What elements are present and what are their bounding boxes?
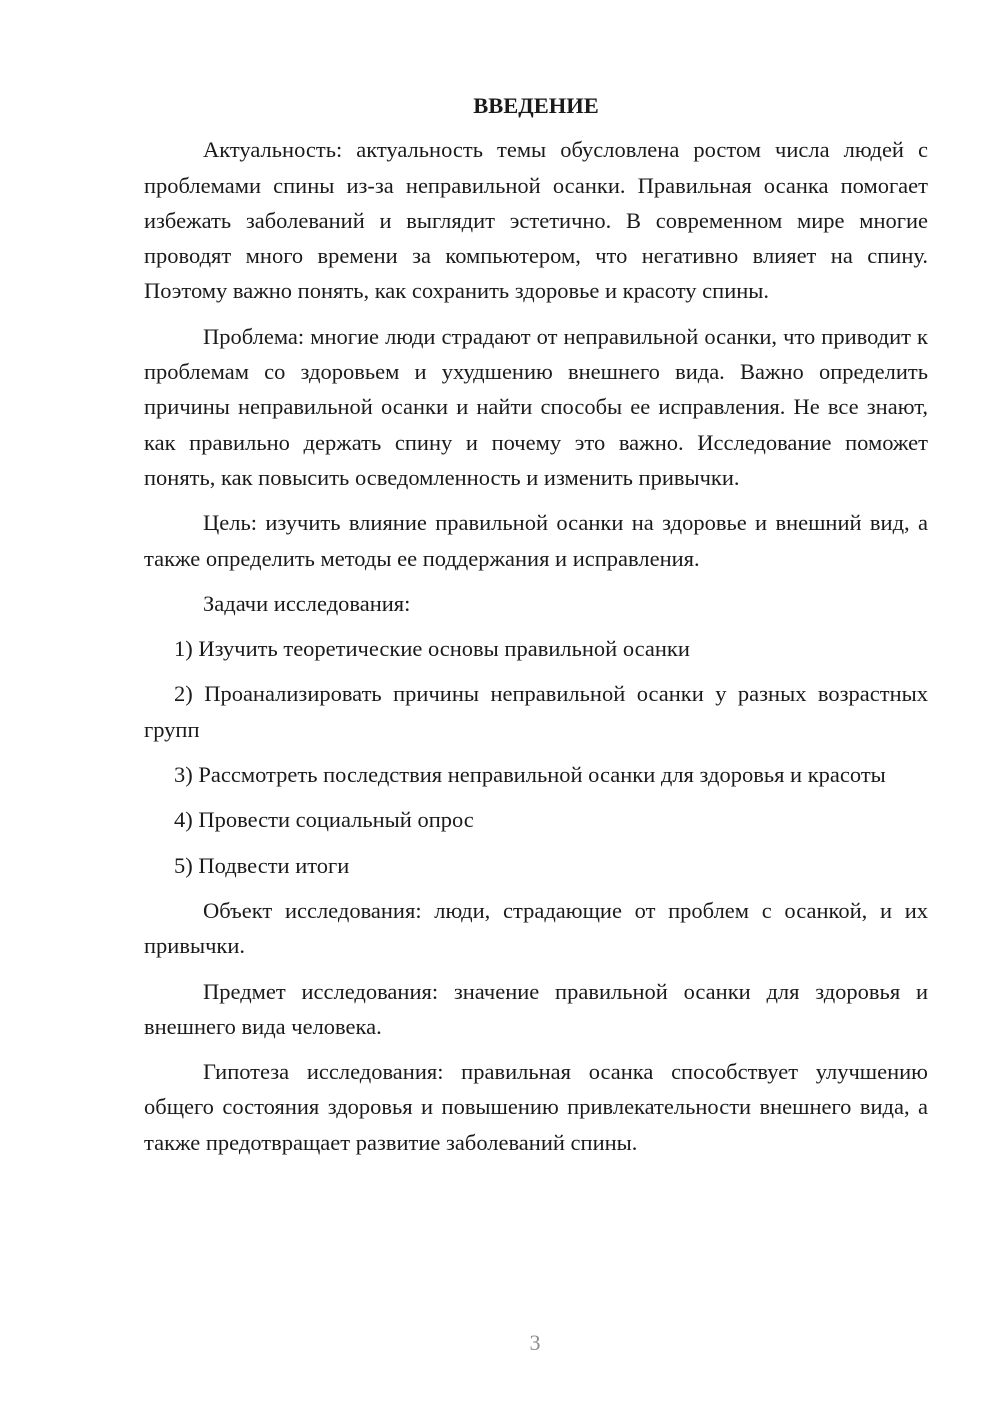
task-item: 3) Рассмотреть последствия неправильной осанки для здоровья и красоты: [174, 762, 886, 788]
tasks-heading: Задачи исследования:: [203, 590, 411, 616]
subject-paragraph: Предмет исследования: значение правильной осанки для здоровья и внешнего вида человека.: [144, 978, 928, 1039]
object-paragraph: Объект исследования: люди, страдающие от проблем с осанкой, и их привычки.: [144, 897, 928, 959]
hypothesis-paragraph: Гипотеза исследования: правильная осанка способствует улучшению общего состояния здоровья и повышению привлекательности внешнего вида, а также предотвращает развитие заболеваний спины.: [144, 1059, 928, 1155]
problem-paragraph: Проблема: многие люди страдают от неправильной осанки, что приводит к проблемам со здоровьем и ухудшению внешнего вида. Важно определить причины неправильной осанки и найти способы ее исправления. Не все знают, как правильно держать спину и почему это важно. Исследование поможет понять, как повысить осведомленность и изменить привычки.: [144, 323, 928, 490]
page-content: [144, 88, 928, 1170]
goal-paragraph: Цель: изучить влияние правильной осанки на здоровье и внешний вид, а также определить методы ее поддержания и исправления.: [144, 510, 928, 571]
task-item: 5) Подвести итоги: [174, 852, 350, 878]
section-title: ВВЕДЕНИЕ: [473, 93, 599, 118]
page-number: 3: [529, 1330, 541, 1355]
task-item: 4) Провести социальный опрос: [174, 807, 474, 833]
task-item: 2) Проанализировать причины неправильной осанки у разных возрастных групп: [144, 681, 928, 742]
task-item: 1) Изучить теоретические основы правильной осанки: [174, 636, 690, 662]
relevance-paragraph: Актуальность: актуальность темы обусловлена ростом числа людей с проблемами спины из-за неправильной осанки. Правильная осанка помогает избежать заболеваний и выглядит эстетично. В современном мире многие проводят много времени за компьютером, что негативно влияет на спину. Поэтому важно понять, как сохранить здоровье и красоту спины.: [144, 137, 928, 304]
